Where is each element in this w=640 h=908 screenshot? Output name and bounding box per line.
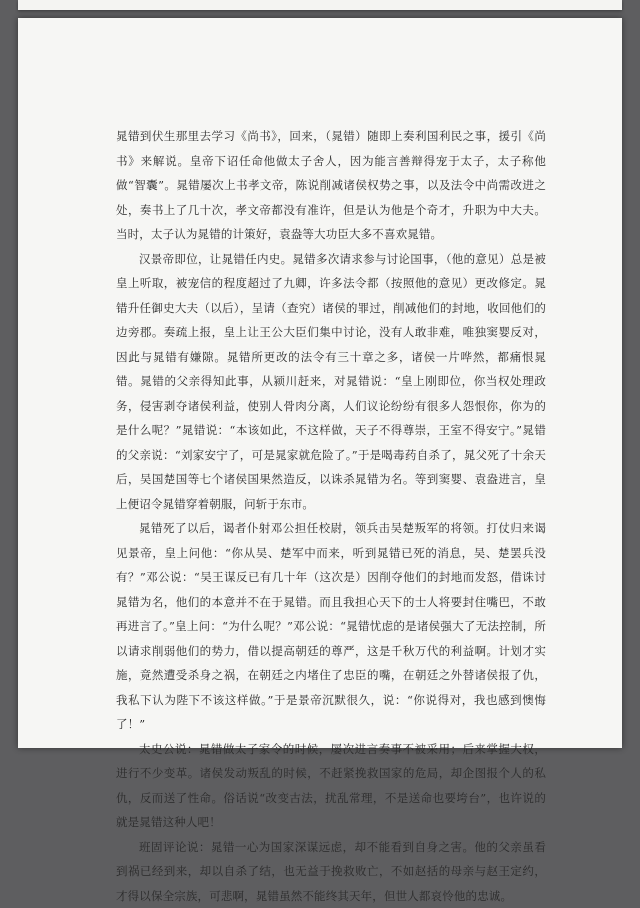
page-body — [116, 124, 546, 908]
paragraph-2: 汉景帝即位，让晁错任内史。晁错多次请求参与讨论国事，（他的意见）总是被皇上听取，被宠信的程度超过了九卿，许多法令都（按照他的意见）更改修定。晁错升任御史大夫（以后），呈请（查究）诸侯的罪过，削减他们的封地，收回他们的边旁郡。奏疏上报，皇上让王公大臣们集中讨论，没有人敢非难，唯独窦婴反对，因此与晁错有嫌隙。晁错所更改的法令有三十章之多，诸侯一片哗然，都痛恨晁错。晁错的父亲得知此事，从颍川赶来，对晁错说：“皇上刚即位，你当权处理政务，侵害剥夺诸侯利益，使别人骨肉分离，人们议论纷纷有很多人怨恨你，你为的是什么呢？”晁错说：“本该如此，不这样做，天子不得尊崇，王室不得安宁。”晁错的父亲说：“刘家安宁了，可是晁家就危险了。”于是喝毒药自杀了，晁父死了十余天后，吴国楚国等七个诸侯国果然造反，以诛杀晁错为名。等到窦婴、袁盎进言，皇上便诏令晁错穿着朝服，问斩于东市。 — [116, 247, 546, 517]
previous-page-edge — [18, 0, 622, 10]
paragraph-4: 太史公说：晁错做太子家令的时候，屡次进言奏事不被采用；后来掌握大权，进行不少变革。诸侯发动叛乱的时候，不赶紧挽救国家的危局，却企图报个人的私仇，反而送了性命。俗话说“改变古法，扰乱常理，不是送命也要垮台”，也许说的就是晁错这种人吧！ — [116, 737, 546, 835]
paragraph-3: 晁错死了以后，谒者仆射邓公担任校尉，领兵击吴楚叛军的将领。打仗归来谒见景帝，皇上问他：“你从吴、楚军中而来，听到晁错已死的消息，吴、楚罢兵没有？”邓公说：“吴王谋反已有几十年（这次是）因削夺他们的封地而发怒，借诛讨晁错为名，他们的本意并不在于晁错。而且我担心天下的士人将要封住嘴巴，不敢再进言了。”皇上问：“为什么呢？”邓公说：“晁错忧虑的是诸侯强大了无法控制，所以请求削弱他们的势力，借以提高朝廷的尊严，这是千秋万代的利益啊。计划才实施，竟然遭受杀身之祸，在朝廷之内堵住了忠臣的嘴，在朝廷之外替诸侯报了仇，我私下认为陛下不该这样做。”于是景帝沉默很久，说：“你说得对，我也感到懊悔了！” — [116, 516, 546, 737]
paragraph-1: 晁错到伏生那里去学习《尚书》，回来，（晁错）随即上奏利国利民之事，援引《尚书》来解说。皇帝下诏任命他做太子舍人，因为能言善辩得宠于太子，太子称他做“智囊”。晁错屡次上书孝文帝，陈说削减诸侯权势之事，以及法令中尚需改进之处，奏书上了几十次，孝文帝都没有准许，但是认为他是个奇才，升职为中大夫。当时，太子认为晁错的计策好，袁盎等大功臣大多不喜欢晁错。 — [116, 124, 546, 247]
document-page — [18, 18, 622, 748]
paragraph-5: 班固评论说：晁错一心为国家深谋远虑，却不能看到自身之害。他的父亲虽看到祸已经到来，却以自杀了结，也无益于挽救败亡，不如赵括的母亲与赵王定约，才得以保全宗族，可悲啊，晁错虽然不能终其天年，但世人都哀怜他的忠诚。 — [116, 835, 546, 908]
